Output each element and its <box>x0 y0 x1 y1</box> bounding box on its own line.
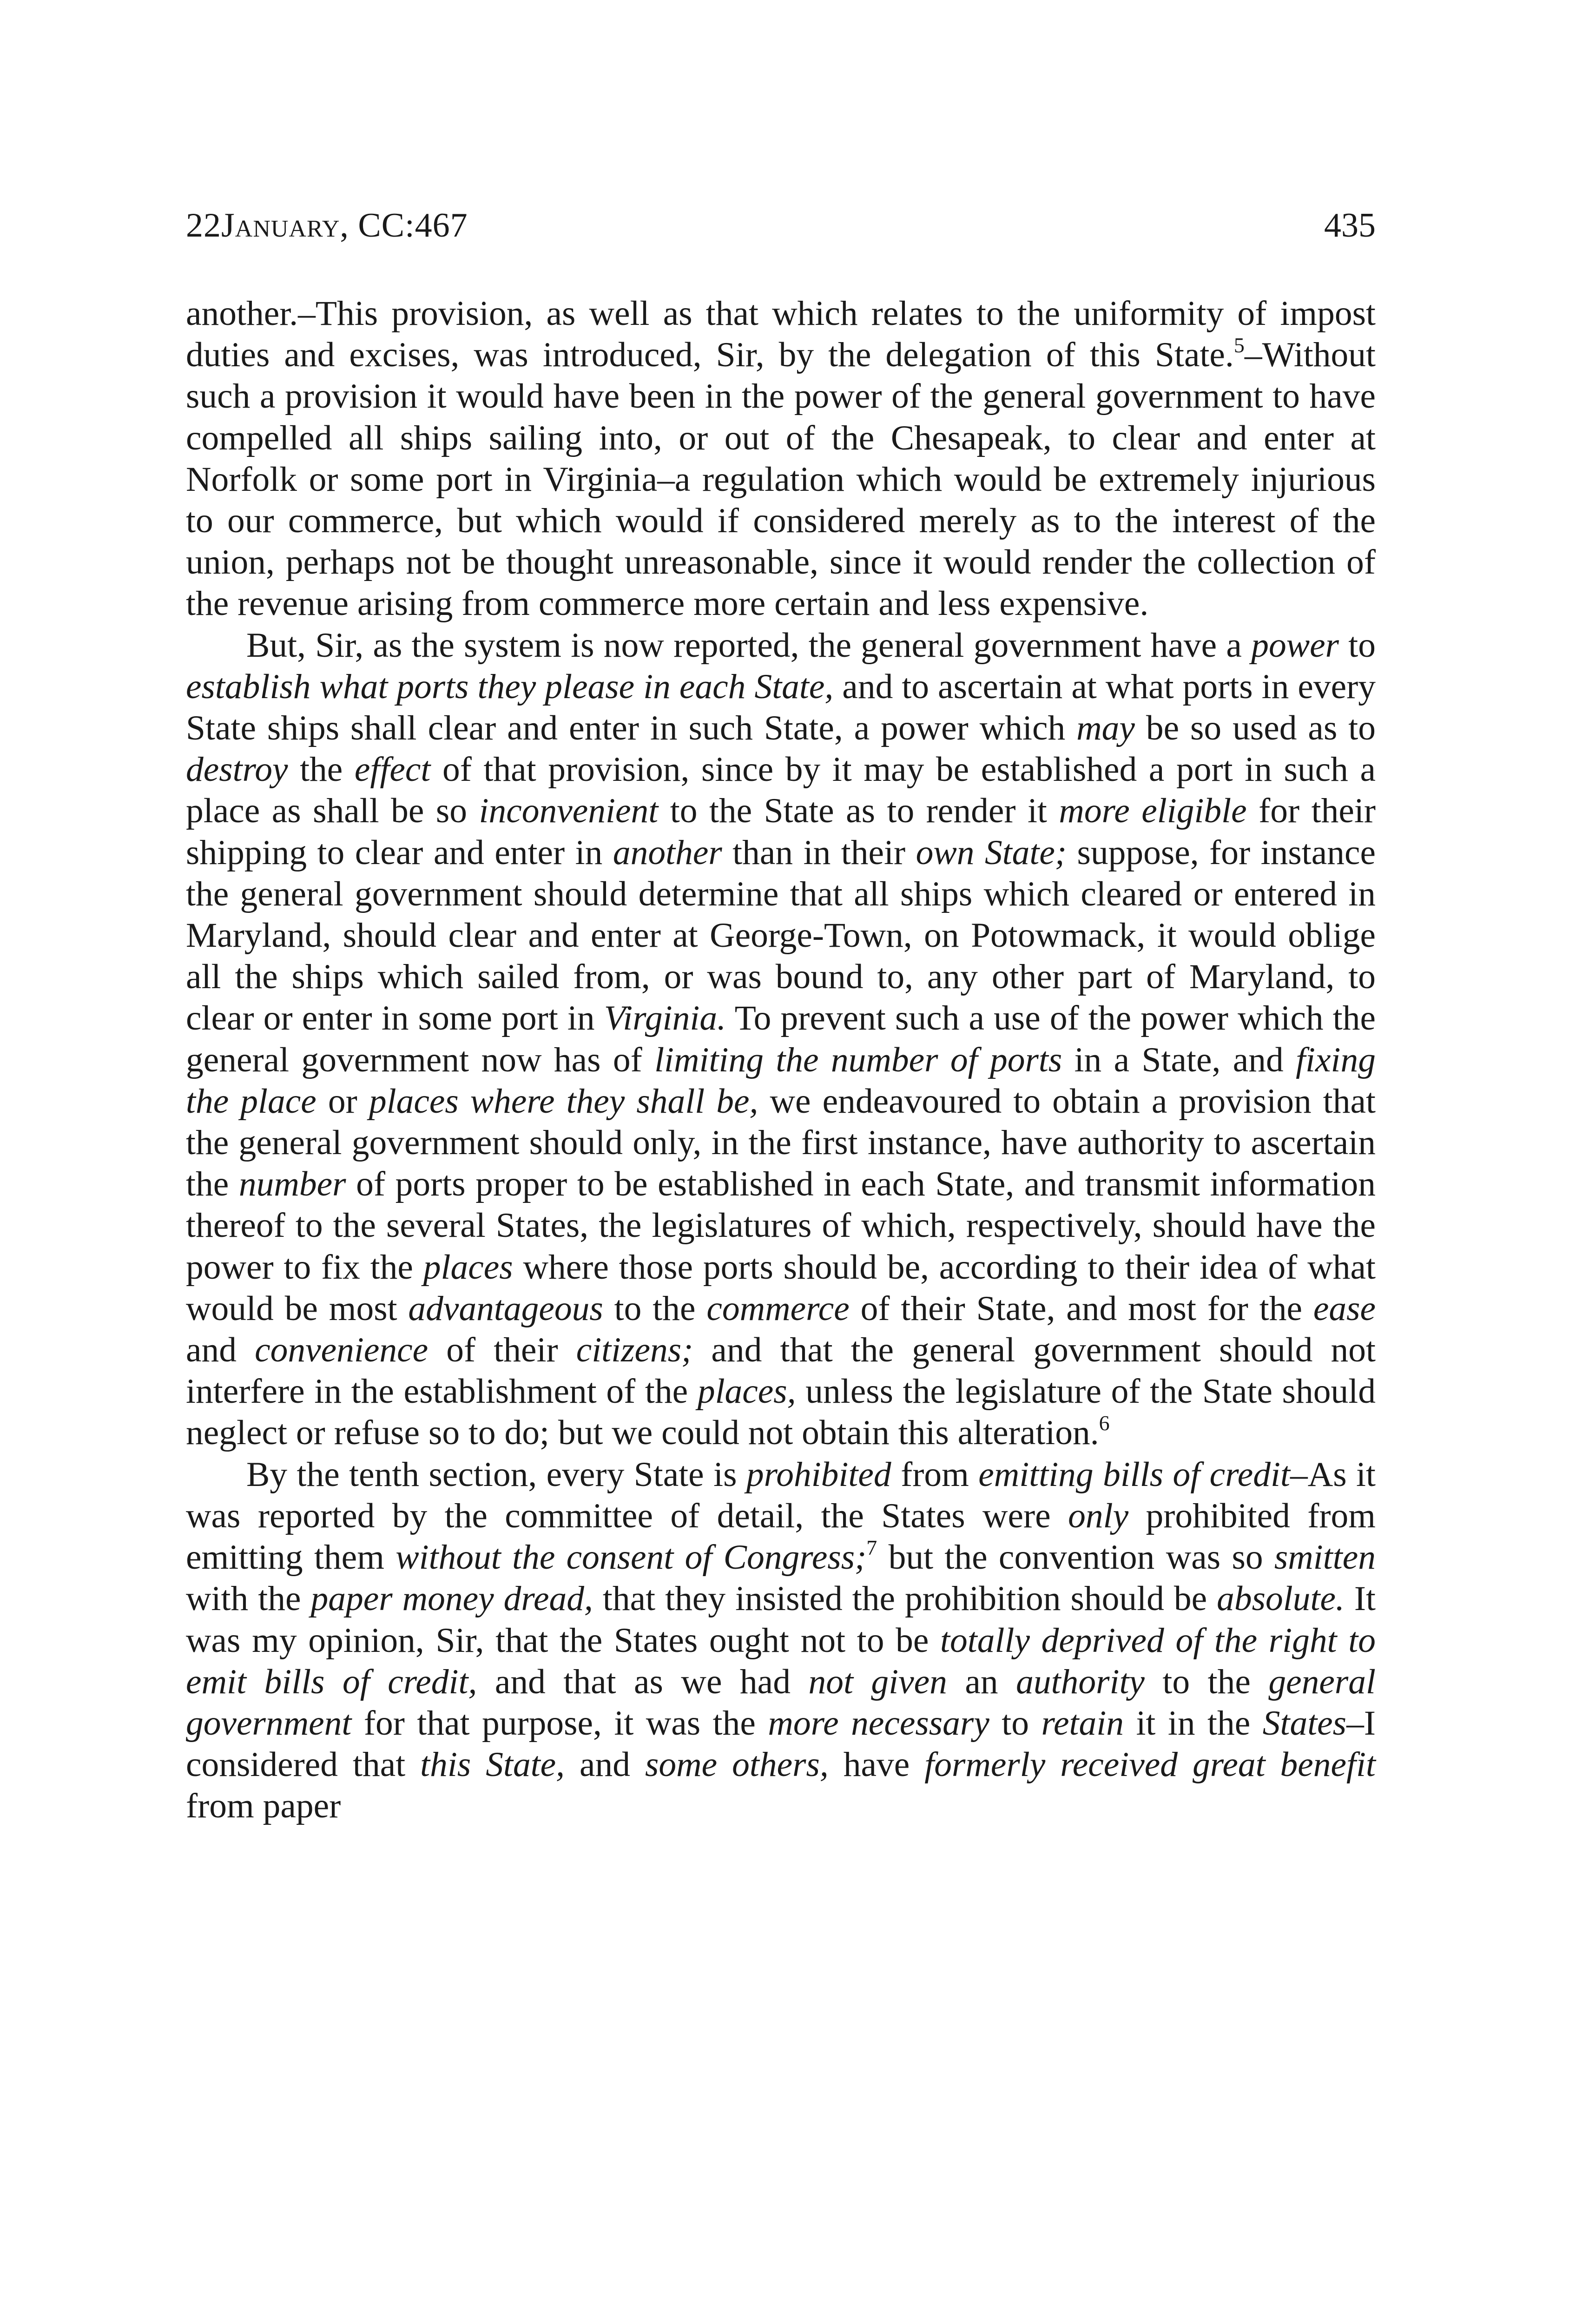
italic-text: more eligible <box>1059 792 1247 831</box>
text-run: and to ascertain at what ports in every State ships shall clear and enter in such State, a power which <box>186 667 1376 748</box>
text-run: from paper <box>186 1787 341 1826</box>
italic-text: inconvenient <box>479 792 659 831</box>
italic-text: general government <box>186 1662 1376 1743</box>
text-run: and that as we had <box>477 1662 809 1701</box>
text-run: another.–This provision, as well as that which relates to the uniformity of impost duties and excises, was introduced, Sir, by the delegation of this State. <box>186 294 1376 375</box>
text-run: or <box>316 1082 369 1121</box>
italic-text: advantageous <box>408 1289 603 1328</box>
text-run: to the <box>603 1289 707 1328</box>
italic-text: some others, <box>645 1745 829 1784</box>
text-run: be so used as to <box>1134 709 1376 748</box>
text-run: –I considered that <box>186 1703 1376 1784</box>
text-run: with the <box>186 1579 311 1618</box>
text-run: an <box>947 1662 1016 1701</box>
text-run: for their shipping to clear and enter in <box>186 792 1376 872</box>
italic-text: places where they shall be, <box>369 1082 758 1121</box>
italic-text: number <box>238 1165 346 1204</box>
italic-text: effect <box>354 750 431 789</box>
text-run: –Without such a provision it would have been in the power of the general government to have compelled all ships sailing into, or out of the Chesapeak, to clear and enter at Norfolk or some port in Virginia–a regulation which would be extremely injurious to our commerce, but which would if considered merely as to the interest of the union, perhaps not be thought unreasonable, since it would render the collection of the revenue arising from commerce more certain and less expensive. <box>186 336 1376 623</box>
body-text <box>186 293 1376 1827</box>
italic-text: Virginia. <box>604 999 726 1038</box>
italic-text: limiting the number of ports <box>654 1040 1062 1079</box>
text-run: and that the general government should not interfere in the establishment of the <box>186 1331 1376 1411</box>
text-run: and <box>565 1745 645 1784</box>
page-number: 435 <box>1324 206 1376 244</box>
text-run: and <box>186 1331 255 1370</box>
text-run: To prevent such a use of the power which the general government now has of <box>186 999 1376 1079</box>
italic-text: this State, <box>420 1745 565 1784</box>
italic-text: ease <box>1313 1289 1376 1328</box>
text-run: to the State as to render it <box>658 792 1059 831</box>
italic-text: power <box>1251 626 1339 665</box>
italic-text: destroy <box>186 750 288 789</box>
italic-text: own State; <box>916 833 1067 872</box>
text-run: it in the <box>1124 1703 1263 1743</box>
text-run: It was my opinion, Sir, that the States ought not to be <box>186 1579 1376 1660</box>
text-run: of that provision, since by it may be established a port in such a place as shall be so <box>186 750 1376 831</box>
text-run: that they insisted the prohibition should be <box>593 1579 1217 1618</box>
text-run: to <box>989 1703 1041 1743</box>
italic-text: authority <box>1016 1662 1145 1701</box>
italic-text: citizens; <box>576 1331 693 1370</box>
italic-text: places <box>423 1248 513 1287</box>
text-run: for that purpose, it was the <box>351 1703 768 1743</box>
footnote-reference: 6 <box>1099 1411 1110 1435</box>
text-run: but the convention was so <box>877 1538 1274 1577</box>
italic-text: not given <box>808 1662 947 1701</box>
text-run: suppose, for instance the general government should determine that all ships which cleared or entered in Maryland, should clear and enter at George-Town, on Potowmack, it would oblige all the ships which sailed from, or was bound to, any other part of Maryland, to clear or enter in some port in <box>186 833 1376 1038</box>
text-run: But, Sir, as the system is now reported, the general government have a <box>246 626 1252 665</box>
running-head-month: January <box>221 206 340 244</box>
italic-text: formerly received great benefit <box>924 1745 1376 1784</box>
footnote-reference: 5 <box>1233 333 1245 357</box>
text-run: By the tenth section, every State is <box>246 1455 746 1494</box>
italic-text: may <box>1076 709 1135 748</box>
paragraph-1 <box>186 293 1376 625</box>
running-head-date-and-document-id <box>186 200 468 251</box>
italic-text: paper money dread, <box>310 1579 593 1618</box>
running-head-day: 22 <box>186 206 221 244</box>
footnote-reference: 7 <box>866 1536 877 1560</box>
italic-text: more necessary <box>768 1703 989 1743</box>
paragraph-2 <box>186 625 1376 1454</box>
text-run: where those ports should be, according to their idea of what would be most <box>186 1248 1376 1328</box>
text-run: –As it was reported by the committee of detail, the States were <box>186 1455 1376 1535</box>
text-run: we endeavoured to obtain a provision that the general government should only, in the first instance, have authority to ascertain the <box>186 1082 1376 1204</box>
italic-text: convenience <box>255 1331 428 1370</box>
running-head-document-id: CC:467 <box>358 206 468 244</box>
text-run: to the <box>1144 1662 1269 1701</box>
text-run: of ports proper to be established in each State, and transmit information thereof to the several States, the legislatures of which, respectively, should have the power to fix the <box>186 1165 1376 1287</box>
italic-text: States <box>1262 1703 1347 1743</box>
italic-text: smitten <box>1274 1538 1376 1577</box>
italic-text: only <box>1068 1496 1129 1535</box>
text-run: to <box>1338 626 1376 665</box>
text-run: have <box>828 1745 925 1784</box>
italic-text: prohibited <box>746 1455 891 1494</box>
text-run: prohibited from emitting them <box>186 1496 1376 1577</box>
italic-text: fixing the place <box>186 1040 1376 1121</box>
text-run: the <box>288 750 355 789</box>
italic-text: emitting bills of credit <box>978 1455 1290 1494</box>
text-run: of their <box>428 1331 576 1370</box>
running-head <box>186 200 1376 251</box>
text-run: unless the legislature of the State should neglect or refuse so to do; but we could not obtain this alteration. <box>186 1372 1376 1452</box>
italic-text: without the consent of Congress; <box>396 1538 867 1577</box>
italic-text: places, <box>697 1372 796 1411</box>
running-head-separator: , <box>340 206 358 244</box>
text-run: in a State, and <box>1062 1040 1296 1079</box>
italic-text: establish what ports they please in each State, <box>186 667 834 706</box>
text-run: of their State, and most for the <box>849 1289 1313 1328</box>
italic-text: retain <box>1041 1703 1124 1743</box>
italic-text: another <box>613 833 722 872</box>
paragraph-3 <box>186 1454 1376 1827</box>
text-run: from <box>891 1455 979 1494</box>
italic-text: totally deprived of the right to emit bills of credit, <box>186 1621 1376 1701</box>
italic-text: absolute. <box>1217 1579 1345 1618</box>
text-run: than in their <box>722 833 916 872</box>
italic-text: commerce <box>706 1289 850 1328</box>
